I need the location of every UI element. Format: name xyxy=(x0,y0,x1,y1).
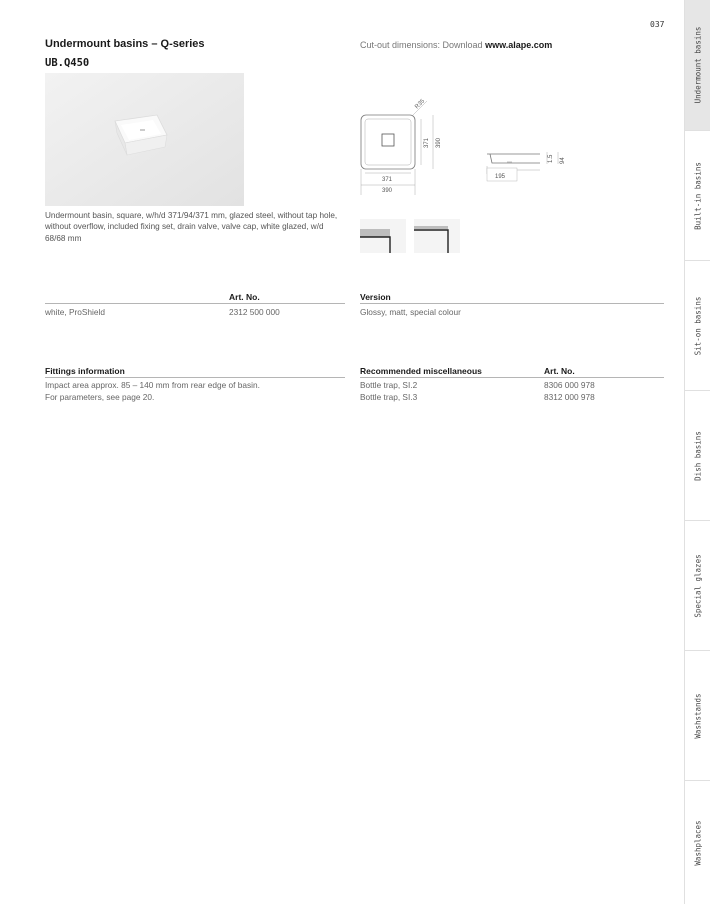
radius-label: R35 xyxy=(414,98,427,111)
tab-undermount-basins[interactable] xyxy=(685,0,710,130)
tab-label: Built-in basins xyxy=(693,161,703,230)
fittings-heading: Fittings information xyxy=(45,366,125,376)
tab-label: Washplaces xyxy=(693,819,703,866)
misc-heading: Recommended miscellaneous xyxy=(360,366,482,376)
fittings-line: For parameters, see page 20. xyxy=(45,391,155,402)
inner-width-label: 371 xyxy=(382,177,393,183)
tab-label: Washstands xyxy=(693,692,703,739)
tab-special-glazes[interactable] xyxy=(685,521,710,650)
tab-label: Undermount basins xyxy=(693,26,703,104)
edge-detail-1 xyxy=(360,219,406,253)
version-value: Glossy, matt, special colour xyxy=(360,307,461,317)
misc-names xyxy=(360,380,417,403)
table-divider-left xyxy=(45,303,345,304)
cutout-link[interactable]: www.alape.com xyxy=(485,40,553,50)
fittings-divider xyxy=(45,377,345,378)
table-divider-right xyxy=(360,303,664,304)
product-photo xyxy=(45,73,244,206)
edge-detail-2 xyxy=(414,219,460,253)
fittings-line: Impact area approx. 85 – 140 mm from rear edge of basin. xyxy=(45,380,260,390)
fittings-text xyxy=(45,380,260,403)
art-no-header: Art. No. xyxy=(229,292,260,302)
side-thickness-label: 1.5 xyxy=(548,154,554,163)
tab-label: Special glazes xyxy=(693,553,703,618)
cutout-prefix: Cut-out dimensions: Download xyxy=(360,40,486,50)
misc-item-name: Bottle trap, SI.3 xyxy=(360,391,418,402)
misc-item-art: 8306 000 978 xyxy=(544,380,595,390)
category-sidebar xyxy=(684,0,710,904)
misc-divider xyxy=(360,377,664,378)
product-description: Undermount basin, square, w/h/d 371/94/371 mm, glazed steel, without tap hole, without overflow, included fixing set, drain valve, valve cap, white glazed, w/d 68/68 mm xyxy=(45,211,338,243)
misc-arts xyxy=(544,380,595,403)
page-number: 037 xyxy=(650,20,665,29)
top-view-drawing xyxy=(355,95,450,200)
cutout-note xyxy=(360,40,552,50)
misc-art-heading: Art. No. xyxy=(544,366,575,376)
side-height-label: 94 xyxy=(560,157,566,164)
tab-label: Sit-on basins xyxy=(693,296,703,355)
misc-item-name: Bottle trap, SI.2 xyxy=(360,380,418,390)
finish-label: white, ProShield xyxy=(45,307,105,317)
version-header: Version xyxy=(360,292,391,302)
tab-washstands[interactable] xyxy=(685,651,710,780)
tab-label: Dish basins xyxy=(693,430,703,481)
tab-washplaces[interactable] xyxy=(685,781,710,904)
tab-built-in-basins[interactable] xyxy=(685,131,710,260)
page-title: Undermount basins – Q-series xyxy=(45,38,205,50)
tab-sit-on-basins[interactable] xyxy=(685,261,710,390)
model-code: UB.Q450 xyxy=(45,57,90,69)
inner-height-label: 371 xyxy=(424,137,430,148)
outer-height-label: 390 xyxy=(436,137,442,148)
side-width-label: 195 xyxy=(495,174,506,180)
tab-dish-basins[interactable] xyxy=(685,391,710,520)
misc-item-art: 8312 000 978 xyxy=(544,391,595,402)
basin-illustration xyxy=(45,73,244,206)
article-number: 2312 500 000 xyxy=(229,307,280,317)
outer-width-label: 390 xyxy=(382,188,393,194)
side-view-drawing xyxy=(482,148,572,184)
